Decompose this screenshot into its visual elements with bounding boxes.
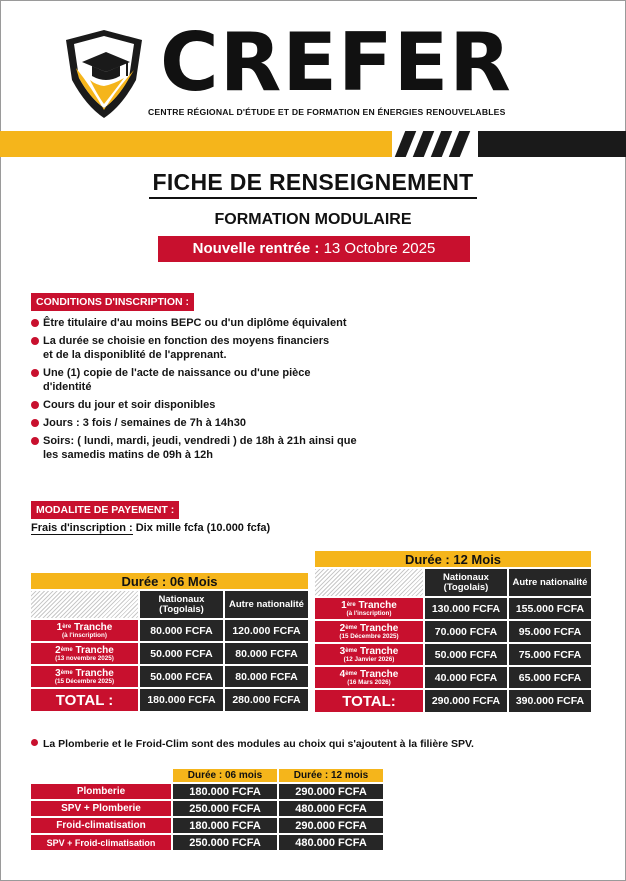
frais-inscription: [31, 522, 270, 534]
list-item: Une (1) copie de l'acte de naissance ou d'une pièce d'identité: [31, 366, 411, 394]
list-item: Être titulaire d'au moins BEPC ou d'un diplôme équivalent: [31, 316, 411, 330]
table-row: [315, 621, 591, 642]
total-row: [315, 690, 591, 712]
table-row: [31, 666, 308, 687]
table-row: [31, 818, 383, 833]
price-cell: 95.000 FCFA: [509, 621, 591, 642]
price-cell: 75.000 FCFA: [509, 644, 591, 665]
page-subtitle: FORMATION MODULAIRE: [214, 211, 412, 228]
price-cell: 250.000 FCFA: [173, 801, 277, 816]
total-cell: 280.000 FCFA: [225, 689, 308, 711]
rentree-banner: [158, 236, 470, 262]
price-cell: 80.000 FCFA: [140, 620, 223, 641]
price-cell: 70.000 FCFA: [425, 621, 507, 642]
table-row: [315, 598, 591, 619]
price-cell: 50.000 FCFA: [425, 644, 507, 665]
price-cell: 80.000 FCFA: [225, 643, 308, 664]
empty-cell: [31, 769, 171, 782]
column-header: Nationaux (Togolais): [425, 569, 507, 596]
row-header: 3ème Tranche (15 Décembre 2025): [31, 666, 138, 687]
price-cell: 290.000 FCFA: [279, 784, 383, 799]
table-row: [315, 667, 591, 688]
price-cell: 50.000 FCFA: [140, 643, 223, 664]
conditions-list: [31, 316, 411, 466]
table-title: Durée : 06 Mois: [31, 573, 308, 589]
total-row: [31, 689, 308, 711]
bullet-icon: [31, 739, 38, 746]
bullet-icon: [31, 369, 39, 377]
table-row: [31, 784, 383, 799]
list-item: Cours du jour et soir disponibles: [31, 398, 411, 412]
row-header: 1ère Tranche (à l'inscription): [31, 620, 138, 641]
yellow-stripe: [0, 131, 392, 157]
price-cell: 120.000 FCFA: [225, 620, 308, 641]
price-cell: 50.000 FCFA: [140, 666, 223, 687]
price-cell: 480.000 FCFA: [279, 801, 383, 816]
modules-note: La Plomberie et le Froid-Clim sont des modules au choix qui s'ajoutent à la filière SPV.: [31, 738, 474, 750]
list-item: La durée se choisie en fonction des moyens financiers et de la disponiblité de l'apprenant.: [31, 334, 411, 362]
bullet-icon: [31, 337, 39, 345]
table-title: Durée : 12 Mois: [315, 551, 591, 567]
column-header: Autre nationalité: [225, 591, 308, 618]
bullet-icon: [31, 419, 39, 427]
price-cell: 130.000 FCFA: [425, 598, 507, 619]
table-row: [31, 835, 383, 850]
page-title: FICHE DE RENSEIGNEMENT: [0, 169, 626, 196]
table-modules: [29, 767, 385, 852]
price-cell: 290.000 FCFA: [279, 818, 383, 833]
frais-label: Frais d'inscription :: [31, 522, 133, 534]
hatched-cell: [315, 569, 423, 596]
bullet-icon: [31, 319, 39, 327]
total-cell: 180.000 FCFA: [140, 689, 223, 711]
column-header: Durée : 12 mois: [279, 769, 383, 782]
price-cell: 180.000 FCFA: [173, 784, 277, 799]
row-header: 3ème Tranche (12 Janvier 2026): [315, 644, 423, 665]
module-label: SPV + Plomberie: [31, 801, 171, 816]
list-item: Jours : 3 fois / semaines de 7h à 14h30: [31, 416, 411, 430]
brand-name: CREFER: [160, 16, 512, 109]
price-cell: 80.000 FCFA: [225, 666, 308, 687]
bullet-icon: [31, 437, 39, 445]
table-06-mois: [29, 571, 310, 713]
price-cell: 65.000 FCFA: [509, 667, 591, 688]
black-stripe: [478, 131, 626, 157]
row-header: 1ère Tranche (à l'inscription): [315, 598, 423, 619]
table-row: [31, 801, 383, 816]
bullet-icon: [31, 401, 39, 409]
table-12-mois: [313, 549, 593, 714]
price-cell: 180.000 FCFA: [173, 818, 277, 833]
column-header: Durée : 06 mois: [173, 769, 277, 782]
price-cell: 155.000 FCFA: [509, 598, 591, 619]
price-cell: 250.000 FCFA: [173, 835, 277, 850]
total-cell: 290.000 FCFA: [425, 690, 507, 712]
column-header: Nationaux (Togolais): [140, 591, 223, 618]
total-label: TOTAL:: [315, 690, 423, 712]
column-header: Autre nationalité: [509, 569, 591, 596]
list-item: Soirs: ( lundi, mardi, jeudi, vendredi ) de 18h à 21h ainsi que les samedis matins de 09h à 12h: [31, 434, 411, 462]
rentree-label: Nouvelle rentrée :: [192, 240, 320, 257]
total-cell: 390.000 FCFA: [509, 690, 591, 712]
table-row: [31, 643, 308, 664]
module-label: Froid-climatisation: [31, 818, 171, 833]
row-header: 2ème Tranche (15 Décembre 2025): [315, 621, 423, 642]
rentree-date: 13 Octobre 2025: [323, 240, 436, 257]
module-label: Plomberie: [31, 784, 171, 799]
frais-value: Dix mille fcfa (10.000 fcfa): [135, 522, 271, 534]
table-row: [31, 620, 308, 641]
row-header: 4ème Tranche (16 Mars 2026): [315, 667, 423, 688]
table-row: [315, 644, 591, 665]
row-header: 2ème Tranche (13 novembre 2025): [31, 643, 138, 664]
total-label: TOTAL :: [31, 689, 138, 711]
graduation-cap-shield-logo: [62, 28, 146, 120]
brand-tagline: CENTRE RÉGIONAL D'ÉTUDE ET DE FORMATION EN ÉNERGIES RENOUVELABLES: [148, 107, 506, 117]
price-cell: 40.000 FCFA: [425, 667, 507, 688]
module-label: SPV + Froid-climatisation: [31, 835, 171, 850]
paiement-label: MODALITE DE PAYEMENT :: [31, 501, 179, 519]
price-cell: 480.000 FCFA: [279, 835, 383, 850]
conditions-label: CONDITIONS D'INSCRIPTION :: [31, 293, 194, 311]
hatched-cell: [31, 591, 138, 618]
